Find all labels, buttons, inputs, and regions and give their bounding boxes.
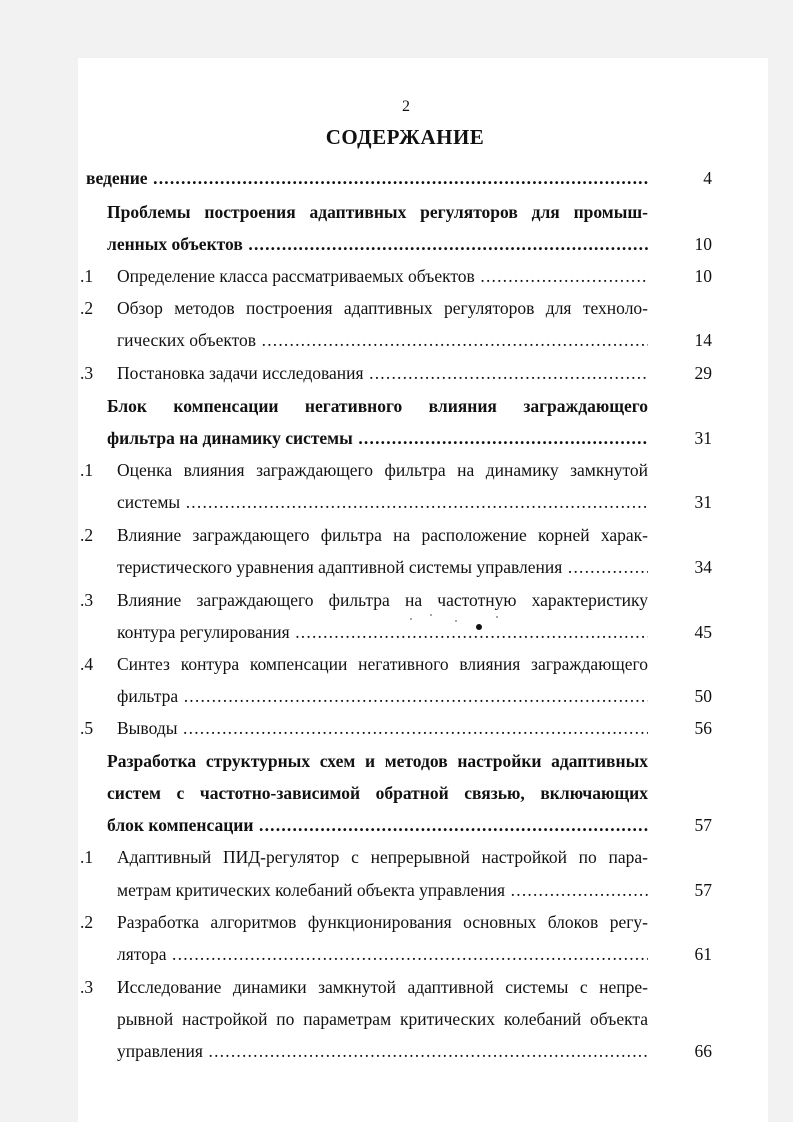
toc-chapter-1-line1: Проблемы построения адаптивных регуляторов для промыш-: [107, 202, 648, 222]
toc-num-1-1: .1: [80, 266, 94, 286]
toc-page-2-2: 34: [694, 557, 712, 577]
toc-num-3-1: .1: [80, 847, 94, 867]
toc-page-chapter-2: 31: [694, 428, 712, 448]
toc-page-2-5: 56: [694, 718, 712, 738]
toc-section-3-3-line1: Исследование динамики замкнутой адаптивной системы с непре-: [117, 977, 648, 997]
toc-page-2-4: 50: [694, 686, 712, 706]
toc-page-chapter-3: 57: [694, 815, 712, 835]
toc-section-2-1-line2: системы .....: [117, 488, 648, 516]
toc-section-2-3-line1: Влияние заграждающего фильтра на частотную характеристику: [117, 590, 648, 610]
toc-num-2-5: .5: [80, 718, 94, 738]
toc-page-1-2: 14: [694, 330, 712, 350]
toc-num-3-2: .2: [80, 912, 94, 932]
toc-num-2-1: .1: [80, 460, 94, 480]
toc-section-1-1: Определение класса рассматриваемых объектов .....: [117, 262, 648, 290]
toc-section-3-2-line1: Разработка алгоритмов функционирования основных блоков регу-: [117, 912, 648, 932]
toc-num-1-2: .2: [80, 298, 94, 318]
toc-section-3-3-line2: рывной настройкой по параметрам критических колебаний объекта: [117, 1009, 648, 1029]
toc-chapter-2-line2: фильтра на динамику системы .....: [107, 424, 648, 452]
toc-section-2-5: Выводы .....: [117, 714, 648, 742]
scan-specks: [400, 610, 520, 630]
toc-num-2-4: .4: [80, 654, 94, 674]
toc-num-3-3: .3: [80, 977, 94, 997]
toc-entry-intro: ведение .....: [86, 164, 648, 192]
toc-chapter-3-line2: систем с частотно-зависимой обратной связью, включающих: [107, 783, 648, 803]
toc-section-1-2-line2: гических объектов .....: [117, 326, 648, 354]
page-title: СОДЕРЖАНИЕ: [325, 125, 485, 149]
toc-section-2-2-line2: теристического уравнения адаптивной системы управления .....: [117, 553, 648, 581]
toc-section-1-3: Постановка задачи исследования .....: [117, 359, 648, 387]
toc-chapter-3-line1: Разработка структурных схем и методов настройки адаптивных: [107, 751, 648, 771]
toc-page-2-3: 45: [694, 622, 712, 642]
toc-section-3-1-line1: Адаптивный ПИД-регулятор с непрерывной настройкой по пара-: [117, 847, 648, 867]
toc-page-chapter-1: 10: [694, 234, 712, 254]
toc-chapter-2-line1: Блок компенсации негативного влияния заграждающего: [107, 396, 648, 416]
toc-num-1-3: .3: [80, 363, 94, 383]
page-number: 2: [402, 98, 410, 115]
toc-num-2-2: .2: [80, 525, 94, 545]
toc-section-3-1-line2: метрам критических колебаний объекта управления .....: [117, 876, 648, 904]
toc-section-1-2-line1: Обзор методов построения адаптивных регуляторов для техноло-: [117, 298, 648, 318]
toc-chapter-1-line2: ленных объектов .....: [107, 230, 648, 258]
toc-section-3-3-line3: управления .....: [117, 1037, 648, 1065]
toc-section-2-2-line1: Влияние заграждающего фильтра на расположение корней харак-: [117, 525, 648, 545]
toc-section-2-4-line2: фильтра .....: [117, 682, 648, 710]
toc-page-3-2: 61: [694, 944, 712, 964]
toc-page-intro: 4: [703, 168, 712, 188]
toc-page-2-1: 31: [694, 492, 712, 512]
toc-section-3-2-line2: лятора .....: [117, 940, 648, 968]
toc-section-2-4-line1: Синтез контура компенсации негативного влияния заграждающего: [117, 654, 648, 674]
toc-page-3-3: 66: [694, 1041, 712, 1061]
toc-num-2-3: .3: [80, 590, 94, 610]
toc-page-1-1: 10: [694, 266, 712, 286]
toc-section-2-1-line1: Оценка влияния заграждающего фильтра на динамику замкнутой: [117, 460, 648, 480]
toc-chapter-3-line3: блок компенсации .....: [107, 811, 648, 839]
toc-page-3-1: 57: [694, 880, 712, 900]
toc-section-2-3-line2: контура регулирования .....: [117, 618, 648, 646]
toc-page-1-3: 29: [694, 363, 712, 383]
